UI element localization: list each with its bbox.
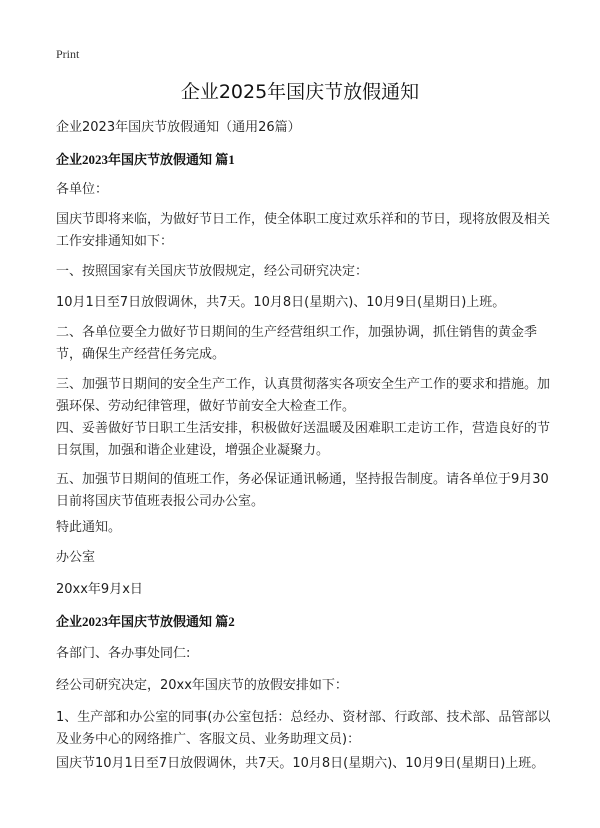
salutation: 各单位： bbox=[56, 182, 109, 197]
paragraph-item-3: 三、加强节日期间的安全生产工作，认真贯彻落实各项安全生产工作的要求和措施。加强环保、劳动纪律管理，做好节前安全大检查工作。 bbox=[56, 377, 551, 414]
signature-office: 办公室 bbox=[56, 550, 96, 565]
print-label: Print bbox=[56, 47, 80, 61]
paragraph-item-5: 五、加强节日期间的值班工作，务必保证通讯畅通，坚持报告制度。请各单位于9月30日前将国庆节值班表报公司办公室。 bbox=[56, 472, 549, 509]
paragraph-decision: 经公司研究决定，20xx年国庆节的放假安排如下： bbox=[56, 678, 348, 693]
section-heading-2: 企业2023年国庆节放假通知 篇2 bbox=[56, 614, 235, 629]
paragraph-item-2: 二、各单位要全力做好节日期间的生产经营组织工作，加强协调，抓住销售的黄金季节，确保生产经营任务完成。 bbox=[56, 325, 538, 362]
section-heading-1: 企业2023年国庆节放假通知 篇1 bbox=[56, 152, 235, 167]
paragraph-closing: 特此通知。 bbox=[56, 520, 122, 535]
paragraph-staff-scope: 1、生产部和办公室的同事(办公室包括：总经办、资材部、行政部、技术部、品管部以及业务中心的网络推广、客服文员、业务助理文员)： bbox=[56, 710, 551, 747]
paragraph-holiday-dates: 10月1日至7日放假调休，共7天。10月8日(星期六)、10月9日(星期日)上班。 bbox=[56, 295, 506, 310]
page-title: 企业2025年国庆节放假通知 bbox=[180, 81, 420, 103]
document-subtitle: 企业2023年国庆节放假通知（通用26篇） bbox=[56, 120, 301, 135]
salutation-2: 各部门、各办事处同仁: bbox=[56, 646, 191, 661]
paragraph-intro: 国庆节即将来临，为做好节日工作，使全体职工度过欢乐祥和的节日，现将放假及相关工作安排通知如下： bbox=[56, 212, 551, 249]
paragraph-item-4: 四、妥善做好节日职工生活安排，积极做好送温暖及困难职工走访工作，营造良好的节日氛围，加强和谐企业建设，增强企业凝聚力。 bbox=[56, 421, 551, 458]
signature-date: 20xx年9月x日 bbox=[56, 582, 143, 597]
paragraph-item-1: 一、按照国家有关国庆节放假规定，经公司研究决定： bbox=[56, 264, 369, 279]
paragraph-holiday-dates-2: 国庆节10月1日至7日放假调休，共7天。10月8日(星期六)、10月9日(星期日)上班。 bbox=[56, 756, 545, 771]
